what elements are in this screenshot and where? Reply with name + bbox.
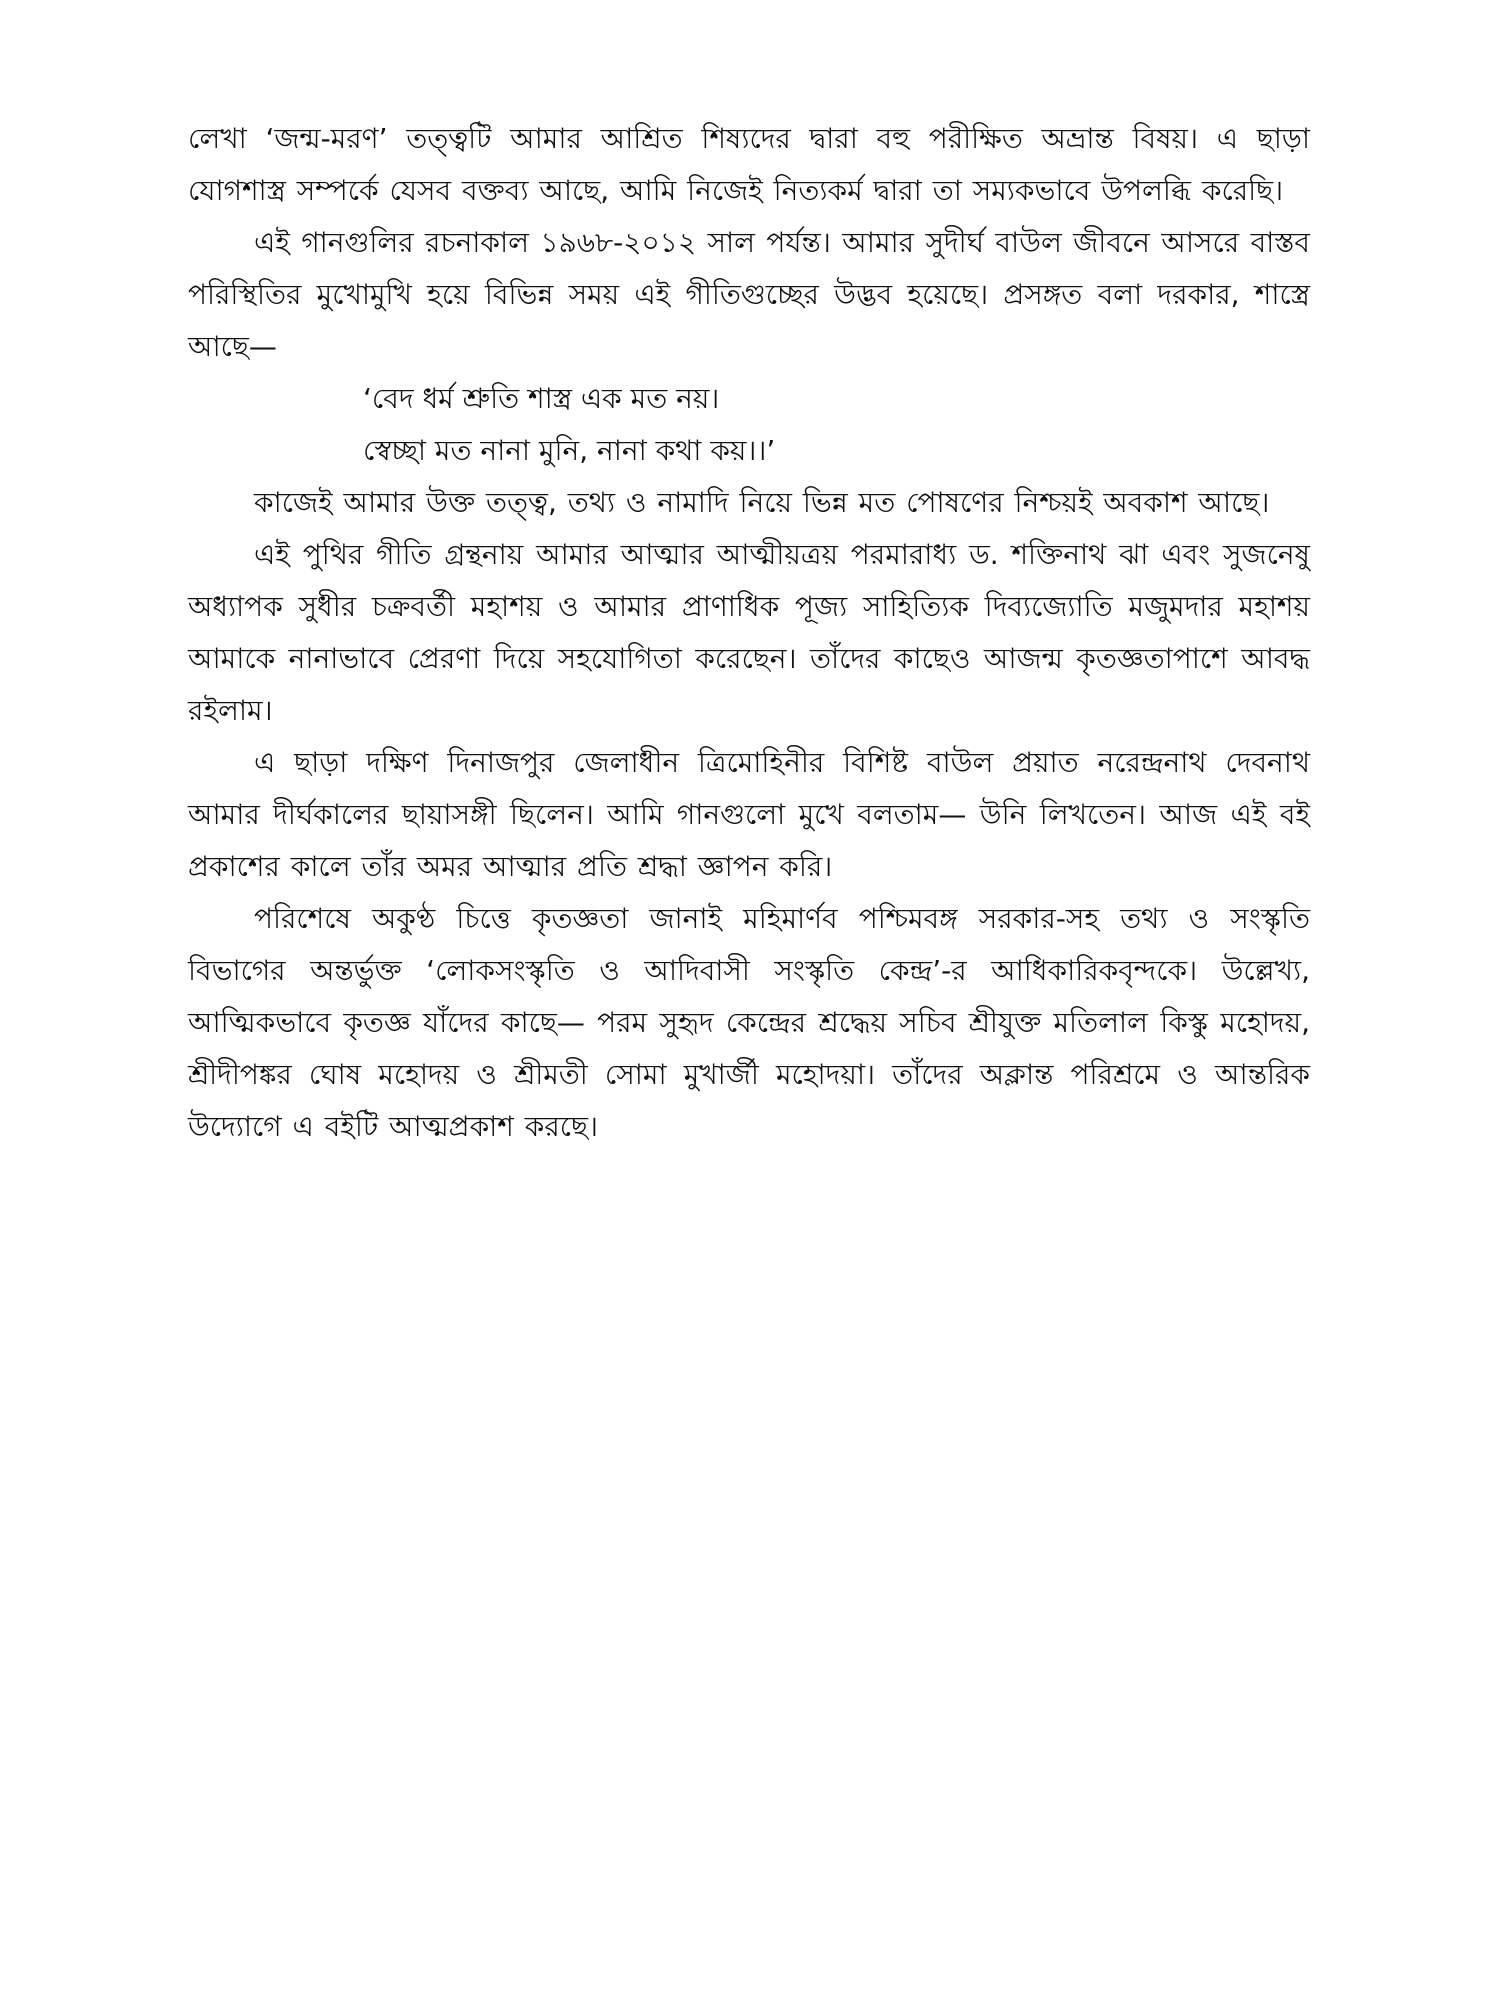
verse-quote xyxy=(363,373,1310,477)
verse-line-2: স্বেচ্ছা মত নানা মুনি, নানা কথা কয়।।’ xyxy=(363,434,776,467)
paragraph-5: এ ছাড়া দক্ষিণ দিনাজপুর জেলাধীন ত্রিমোহিনীর বিশিষ্ট বাউল প্রয়াত নরেন্দ্রনাথ দেবনাথ আমার দীর্ঘকালের ছায়াসঙ্গী ছিলেন। আমি গানগুলো মুখে বলতাম— উনি লিখতেন। আজ এই বই প্রকাশের কালে তাঁর অমর আত্মার প্রতি শ্রদ্ধা জ্ঞাপন করি। xyxy=(188,746,1310,883)
paragraph-6: পরিশেষে অকুণ্ঠ চিত্তে কৃতজ্ঞতা জানাই মহিমার্ণব পশ্চিমবঙ্গ সরকার-সহ তথ্য ও সংস্কৃতি বিভাগের অন্তর্ভুক্ত ‘লোকসংস্কৃতি ও আদিবাসী সংস্কৃতি কেন্দ্র’-র আধিকারিকবৃন্দকে। উল্লেখ্য, আত্মিকভাবে কৃতজ্ঞ যাঁদের কাছে— পরম সুহৃদ কেন্দ্রের শ্রদ্ধেয় সচিব শ্রীযুক্ত মতিলাল কিস্কু মহোদয়, শ্রীদীপঙ্কর ঘোষ মহোদয় ও শ্রীমতী সোমা মুখার্জী মহোদয়া। তাঁদের অক্লান্ত পরিশ্রমে ও আন্তরিক উদ্যোগে এ বইটি আত্মপ্রকাশ করছে। xyxy=(188,902,1310,1143)
paragraph-4: এই পুথির গীতি গ্রন্থনায় আমার আত্মার আত্মীয়ত্রয় পরমারাধ্য ড. শক্তিনাথ ঝা এবং সুজনেষু অধ্যাপক সুধীর চক্রবর্তী মহাশয় ও আমার প্রাণাধিক পূজ্য সাহিত্যিক দিব্যজ্যোতি মজুমদার মহাশয় আমাকে নানাভাবে প্রেরণা দিয়ে সহযোগিতা করেছেন। তাঁদের কাছেও আজন্ম কৃতজ্ঞতাপাশে আবদ্ধ রইলাম। xyxy=(188,538,1310,727)
body-text xyxy=(188,113,1310,1153)
verse-line-1: ‘বেদ ধর্ম শ্রুতি শাস্ত্র এক মত নয়। xyxy=(363,382,720,415)
paragraph-3: কাজেই আমার উক্ত তত্ত্ব, তথ্য ও নামাদি নিয়ে ভিন্ন মত পোষণের নিশ্চয়ই অবকাশ আছে। xyxy=(254,486,1270,519)
paragraph-2: এই গানগুলির রচনাকাল ১৯৬৮-২০১২ সাল পর্যন্ত। আমার সুদীর্ঘ বাউল জীবনে আসরে বাস্তব পরিস্থিতির মুখোমুখি হয়ে বিভিন্ন সময় এই গীতিগুচ্ছের উদ্ভব হয়েছে। প্রসঙ্গত বলা দরকার, শাস্ত্রে আছে— xyxy=(188,226,1310,363)
paragraph-1: লেখা ‘জন্ম-মরণ’ তত্ত্বটি আমার আশ্রিত শিষ্যদের দ্বারা বহু পরীক্ষিত অভ্রান্ত বিষয়। এ ছাড়া যোগশাস্ত্র সম্পর্কে যেসব বক্তব্য আছে, আমি নিজেই নিত্যকর্ম দ্বারা তা সম্যকভাবে উপলব্ধি করেছি। xyxy=(188,122,1310,207)
